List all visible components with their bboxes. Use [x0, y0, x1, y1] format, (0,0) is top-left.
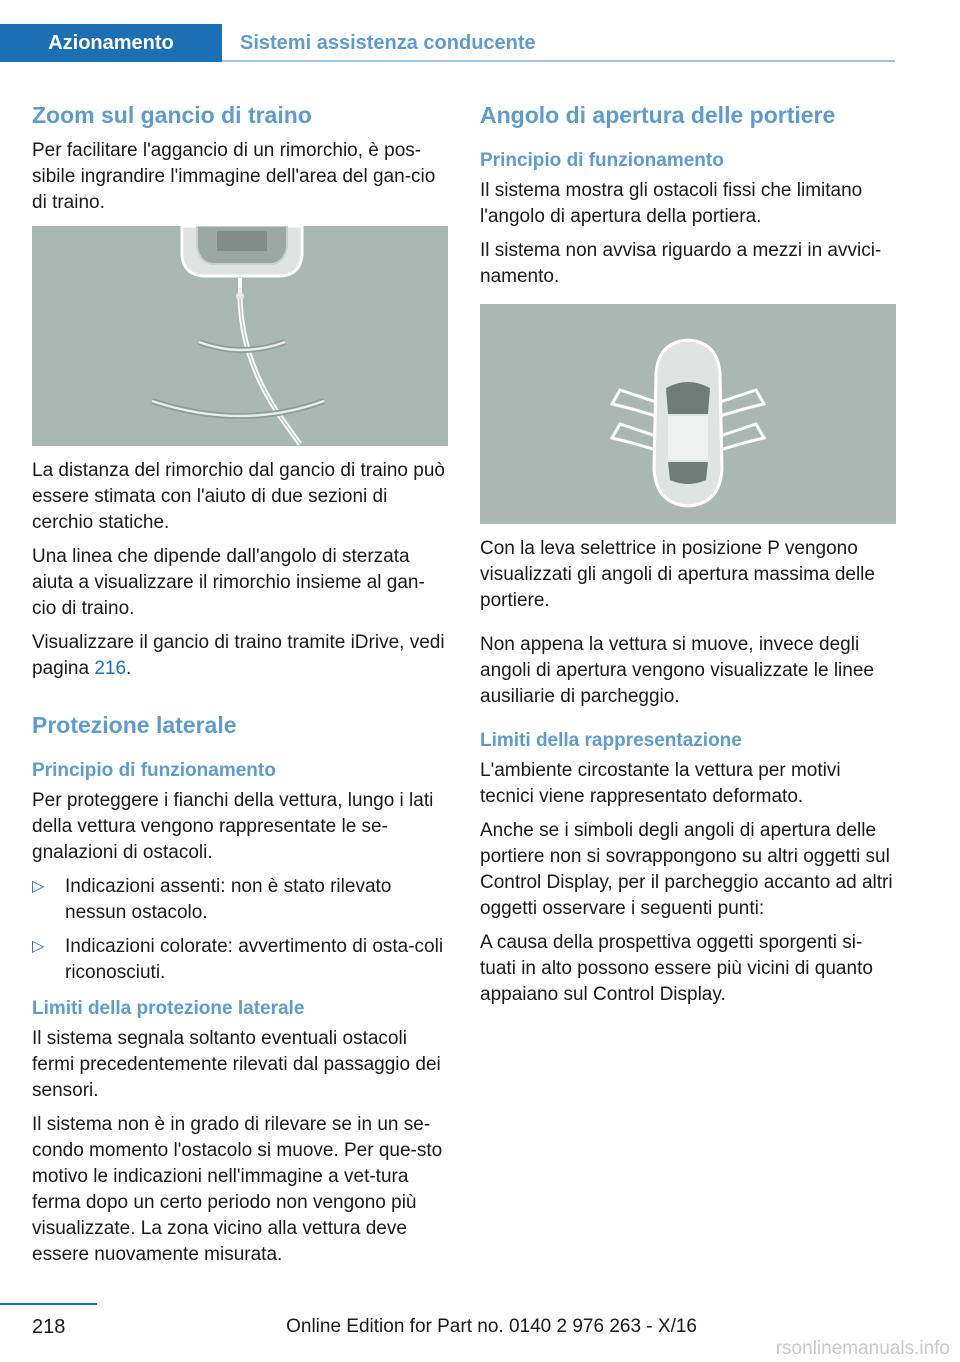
page-header — [0, 0, 960, 64]
edition-note: Online Edition for Part no. 0140 2 976 263 - X/16 — [286, 1316, 697, 1337]
door-paragraph-5: L'ambiente circostante la vettura per motivi tecnici viene rappresentato deformato. — [480, 760, 841, 807]
list-item — [32, 874, 448, 926]
spacer — [480, 622, 896, 632]
zoom-paragraph-4-text: Visualizzare il gancio di traino tramite iDrive, vedi pagina — [32, 632, 445, 679]
door-paragraph-3: Con la leva selettrice in posizione P vengono visualizzati gli angoli di apertura massima delle portiere. — [480, 538, 875, 611]
page-reference-link[interactable]: 216 — [94, 658, 127, 679]
door-angle-figure — [480, 304, 896, 524]
door-paragraph-1: Il sistema mostra gli ostacoli fissi che limitano l'angolo di apertura della portiera. — [480, 180, 863, 227]
side-limits-subheading: Limiti della protezione laterale — [32, 998, 305, 1019]
indication-list — [32, 874, 448, 986]
left-column — [32, 100, 448, 1276]
hitch-zoom-illustration — [32, 226, 448, 446]
zoom-heading: Zoom sul gancio di traino — [32, 102, 312, 128]
door-principle-subheading: Principio di funzionamento — [480, 150, 724, 171]
right-column — [480, 100, 896, 1016]
door-paragraph-7: A causa della prospettiva oggetti sporgenti si-tuati in alto possono essere più vicini di quanto appaiano sul Control Display. — [480, 932, 873, 1005]
zoom-paragraph-1: Per facilitare l'aggancio di un rimorchio, è pos-sibile ingrandire l'immagine dell'area del gan-cio di traino. — [32, 140, 436, 213]
door-paragraph-6: Anche se i simboli degli angoli di apertura delle portiere non si sovrappongono su altri oggetti sul Control Display, per il parcheggio accanto ad altri oggetti osservare i seguenti punti: — [480, 820, 893, 919]
hitch-zoom-figure — [32, 226, 448, 446]
door-limits-subheading: Limiti della rappresentazione — [480, 730, 742, 751]
side-protection-heading: Protezione laterale — [32, 712, 237, 738]
door-paragraph-4: Non appena la vettura si muove, invece degli angoli di apertura vengono visualizzate le linee ausiliarie di parcheggio. — [480, 634, 874, 707]
watermark: rsonlinemanuals.info — [775, 1338, 950, 1359]
door-angle-illustration — [480, 304, 896, 524]
zoom-paragraph-3: Una linea che dipende dall'angolo di sterzata aiuta a visualizzare il rimorchio insieme al gan-cio di traino. — [32, 546, 425, 619]
section-title: Sistemi assistenza conducente — [240, 31, 536, 54]
spacer — [32, 690, 448, 710]
zoom-paragraph-4-end: . — [126, 658, 132, 679]
door-paragraph-2: Il sistema non avvisa riguardo a mezzi in avvici-namento. — [480, 240, 882, 287]
triangle-bullet-icon: ▷ — [32, 878, 45, 895]
list-item — [32, 934, 448, 986]
footer-divider — [0, 1303, 97, 1305]
list-item-text: Indicazioni colorate: avvertimento di osta-coli riconosciuti. — [65, 936, 444, 983]
door-angle-heading: Angolo di apertura delle portiere — [480, 102, 836, 128]
side-paragraph-1: Per proteggere i fianchi della vettura, lungo i lati della vettura vengono rappresentate le se-gnalazioni di ostacoli. — [32, 790, 434, 863]
zoom-paragraph-2: La distanza del rimorchio dal gancio di traino può essere stimata con l'aiuto di due sezioni di cerchio statiche. — [32, 460, 445, 533]
side-paragraph-2: Il sistema segnala soltanto eventuali ostacoli fermi precedentemente rilevati dal passaggio dei sensori. — [32, 1028, 441, 1101]
side-principle-subheading: Principio di funzionamento — [32, 760, 276, 781]
header-divider — [222, 60, 895, 62]
side-paragraph-3: Il sistema non è in grado di rilevare se in un se-condo momento l'ostacolo si muove. Per que-sto motivo le indicazioni nell'immagine a vet-tura ferma dopo un certo periodo non vengono più visualizzate. La zona vicino alla vettura deve essere nuovamente misurata. — [32, 1114, 443, 1265]
list-item-text: Indicazioni assenti: non è stato rilevato nessun ostacolo. — [65, 876, 392, 923]
spacer — [480, 138, 896, 148]
spacer — [480, 718, 896, 728]
triangle-bullet-icon: ▷ — [32, 938, 45, 955]
page-number: 218 — [32, 1316, 66, 1338]
spacer — [32, 748, 448, 758]
chapter-tab[interactable]: Azionamento — [0, 24, 222, 62]
zoom-paragraph-4 — [32, 630, 448, 682]
